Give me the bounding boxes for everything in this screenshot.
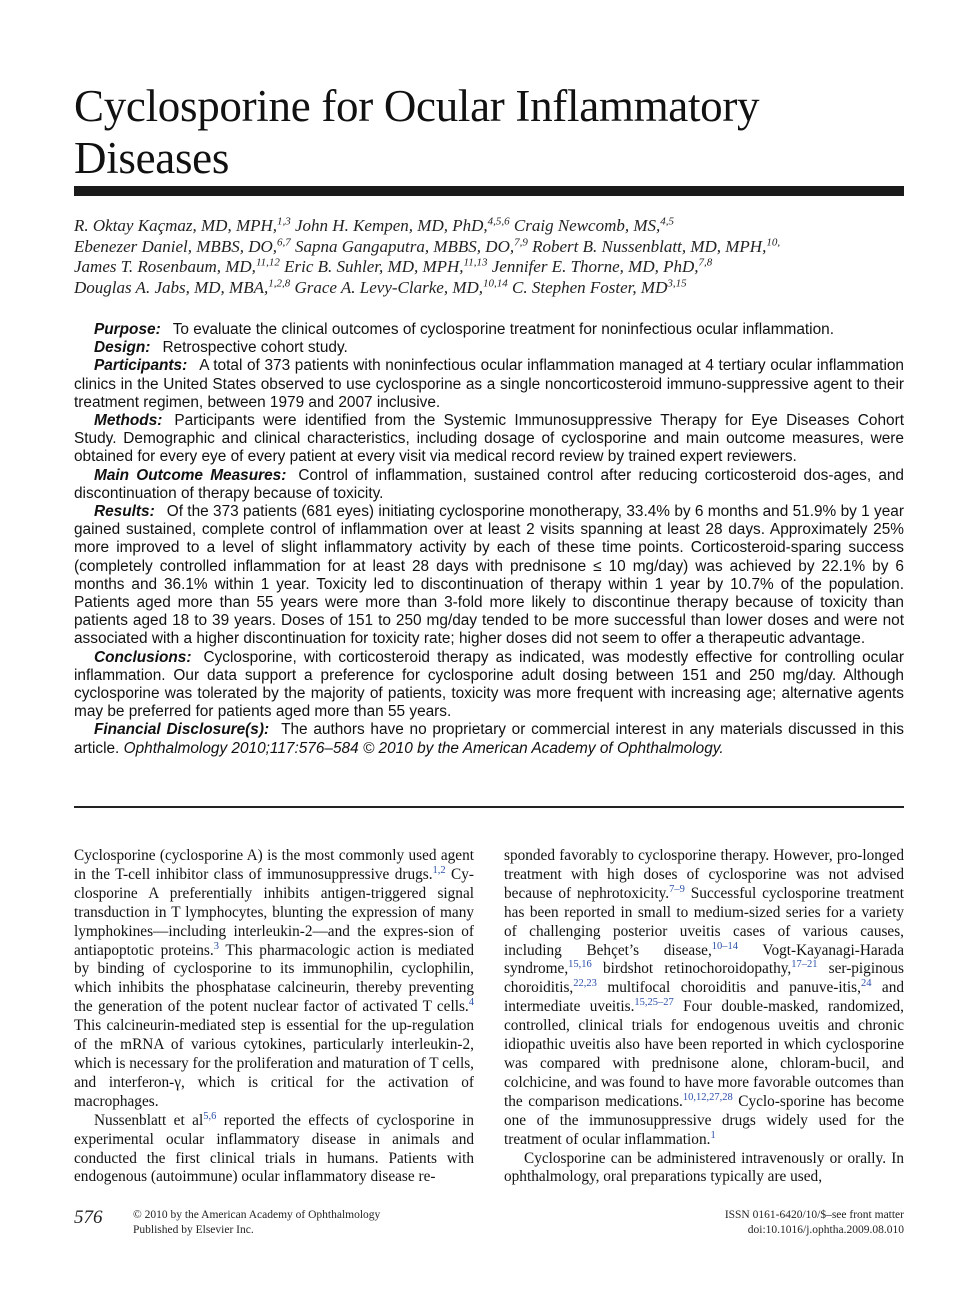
abstract-label: Conclusions: (94, 648, 192, 666)
author-affiliation: 11,13 (463, 256, 488, 269)
author-affiliation: 4,5 (660, 215, 675, 228)
body-text: Nussenblatt et al (94, 1111, 204, 1129)
doi-link[interactable]: doi:10.1016/j.ophtha.2009.08.010 (747, 1224, 904, 1236)
abstract-text: To evaluate the clinical outcomes of cyclosporine treatment for noninfectious ocular inflammation. (172, 321, 834, 338)
author-affiliation: 6,7 (277, 235, 291, 248)
abstract-text: Participants were identified from the Systemic Immunosuppressive Therapy for Eye Diseases Cohort Study. Demographic and clinical characteristics, including dosage of cyclosporine and main outcome measures, were obtained for every eye of every patient at every visit via medical record review by trained expert reviewers. (74, 412, 904, 466)
author-line (74, 257, 904, 278)
abstract-results (74, 503, 904, 649)
abstract-label: Financial Disclosure(s): (94, 721, 270, 739)
abstract-design (74, 339, 904, 357)
body-text: This calcineurin-mediated step is essential for the up-regulation of the mRNA of various cytokines, particularly interleukin-2, which is necessary for the proliferation and maturation of T cells, and interferon-γ, which is critical for the activation of macrophages. (74, 1017, 475, 1110)
author-name: Eric B. Suhler, MD, MPH, (284, 257, 464, 276)
abstract-label: Design: (94, 339, 151, 357)
abstract-outcomes (74, 467, 904, 503)
body-paragraph (74, 847, 474, 1112)
author-name: C. Stephen Foster, MD (512, 277, 668, 297)
abstract-text: Cyclosporine, with corticosteroid therapy as indicated, was modestly effective for controlling ocular inflammation. Our data support a preference for cyclosporine adult dosing between 151 and 250 mg/day. Although cyclosporine was tolerated by the majority of patients, toxicity was more frequent with increasing age; alternative agents may be preferred for patients aged more than 55 years. (74, 648, 904, 721)
body-text: Cy-closporine A preferentially inhibits antigen-triggered signal transduction in T lymphocytes, blunting the expression of many lymphokines—including interleukin-2—and the expres-sion of antiapoptotic proteins. (74, 865, 474, 959)
body-text: Vogt-Kayanagi-Harada syndrome, (504, 941, 904, 978)
copyright-line: © 2010 by the American Academy of Ophthalmology (133, 1209, 381, 1221)
author-name: Sapna Gangaputra, MBBS, DO, (295, 236, 515, 256)
abstract (74, 321, 904, 758)
reference-link[interactable]: 4 (468, 997, 474, 1009)
body-text: ser-piginous choroiditis, (504, 960, 904, 997)
author-affiliation: 1,3 (277, 215, 291, 228)
reference-link[interactable]: 10–14 (711, 940, 739, 952)
body-paragraph (74, 1112, 474, 1188)
footer-copyright (133, 1208, 380, 1238)
body-column-right (504, 847, 904, 1187)
author-affiliation: 7,8 (698, 256, 713, 269)
abstract-label: Participants: (94, 357, 188, 375)
body-paragraph (504, 847, 904, 1150)
body-text: sponded favorably to cyclosporine therapy. However, pro-longed treatment with high doses of cyclosporine was not advised because of nephrotoxicity. (504, 847, 904, 902)
abstract-label: Purpose: (94, 321, 161, 338)
abstract-conclusions (74, 649, 904, 722)
reference-link[interactable]: 15,16 (568, 959, 592, 971)
body-text: Four double-masked, randomized, controlled, clinical trials for endogenous uveitis and chronic idiopathic uveitis also have been reported in which cyclosporine was compared with prednisone alone, chloram-bucil, and colchicine, and was found to have more favorable outcomes than the comparison medications. (504, 998, 904, 1110)
author-name: Craig Newcomb, MS, (513, 216, 661, 235)
body-text: multifocal choroiditis and panuve-itis, (596, 979, 861, 997)
author-list (74, 216, 904, 298)
reference-link[interactable]: 17–21 (791, 959, 818, 971)
reference-link[interactable]: 22,23 (573, 978, 597, 990)
author-affiliation: 4,5,6 (487, 215, 510, 228)
page-number: 576 (74, 1207, 103, 1228)
footer-identifiers (725, 1208, 904, 1238)
abstract-label: Results: (94, 503, 155, 521)
author-name: James T. Rosenbaum, MD, (74, 257, 256, 276)
author-affiliation: 10, (766, 235, 781, 248)
author-affiliation: 7,9 (514, 235, 528, 248)
publisher-line: Published by Elsevier Inc. (133, 1224, 254, 1236)
abstract-participants (74, 357, 904, 412)
reference-link[interactable]: 1 (710, 1129, 716, 1141)
reference-link[interactable]: 3 (213, 940, 219, 952)
author-name: R. Oktay Kaçmaz, MD, MPH, (74, 216, 278, 235)
abstract-rule (74, 806, 904, 808)
author-line (74, 237, 904, 258)
abstract-disclosure (74, 721, 904, 757)
body-text: This pharmacologic action is mediated by binding of cyclosporine to its immunophilin, cyclophilin, which inhibits the phosphatase calcineurin, thereby preventing the generation of the potent nuclear factor of activated T cells. (74, 941, 474, 1016)
body-text: and intermediate uveitis. (504, 979, 904, 1016)
reference-link[interactable]: 10,12,27,28 (682, 1091, 733, 1103)
author-affiliation: 1,2,8 (268, 276, 291, 289)
abstract-text: Retrospective cohort study. (162, 339, 348, 357)
author-affiliation: 3,15 (667, 276, 687, 289)
abstract-text: A total of 373 patients with noninfectious ocular inflammation managed at 4 tertiary ocular inflammation clinics in the United States observed to use cyclosporine as a single noncorticosteroid immuno-suppressive agent to their treatment regimen, between 1979 and 2007 inclusive. (74, 357, 904, 411)
abstract-purpose (74, 321, 904, 339)
author-name: Jennifer E. Thorne, MD, PhD, (491, 257, 699, 276)
reference-link[interactable]: 1,2 (432, 864, 446, 876)
abstract-text: Control of inflammation, sustained control after reducing corticosteroid dos-ages, and discontinuation of therapy because of toxicity. (74, 466, 904, 502)
body-text: Successful cyclosporine treatment has been reported in small to medium-sized series for a variety of challenging posterior uveitis cases of various causes, including Behçet’s disease, (504, 884, 905, 959)
author-line (74, 216, 904, 237)
author-name: Grace A. Levy-Clarke, MD, (294, 277, 484, 297)
article-title: Cyclosporine for Ocular Inflammatory Diseases (74, 81, 760, 183)
issn-line: ISSN 0161-6420/10/$–see front matter (724, 1209, 904, 1221)
abstract-methods (74, 412, 904, 467)
body-paragraph: Cyclosporine can be administered intravenously or orally. In ophthalmology, oral preparations typically are used, (504, 1149, 904, 1186)
body-text: Cyclo-sporine has become one of the immunosuppressive drugs widely used for the treatment of ocular inflammation. (504, 1092, 904, 1148)
title-rule (74, 186, 904, 196)
body-text: Cyclosporine (cyclosporine A) is the most commonly used agent in the T-cell inhibitor class of immunosuppressive drugs. (74, 847, 474, 883)
body-text: reported the effects of cyclosporine in experimental ocular inflammatory disease in animals and conducted the first clinical trials in humans. Patients with endogenous (autoimmune) ocular inflammatory disease re- (74, 1111, 474, 1186)
abstract-text: The authors have no proprietary or commercial interest in any materials discussed in this article. (74, 721, 904, 757)
body-text: birdshot retinochoroidopathy, (591, 960, 792, 978)
reference-link[interactable]: 5,6 (203, 1110, 217, 1122)
reference-link[interactable]: 7–9 (669, 883, 685, 895)
author-name: Robert B. Nussenblatt, MD, MPH, (532, 236, 767, 256)
abstract-label: Methods: (94, 412, 163, 430)
author-affiliation: 10,14 (483, 276, 508, 289)
author-name: Douglas A. Jabs, MD, MBA, (74, 277, 269, 297)
journal-citation: Ophthalmology 2010;117:576–584 © 2010 by the American Academy of Ophthalmology. (123, 739, 724, 757)
body-column-left (74, 847, 474, 1187)
author-line (74, 278, 904, 299)
reference-link[interactable]: 15,25–27 (634, 997, 674, 1009)
reference-link[interactable]: 24 (860, 978, 872, 990)
author-name: Ebenezer Daniel, MBBS, DO, (74, 236, 278, 256)
abstract-text: Of the 373 patients (681 eyes) initiating cyclosporine monotherapy, 33.4% by 6 months and 51.9% by 1 year gained sustained, complete control of inflammation over at least 2 visits spanning at least 28 days. Approximately 25% more improved to a level of slight inflammatory activity by each of these time points. Corticosteroid-sparing success (completely controlled inflammation for at least 28 days with prednisone ≤ 10 mg/day) was achieved by 22.1% by 6 months and 36.1% within 1 year. Toxicity led to discontinuation of therapy within 1 year by 10.7% of the population. Patients aged more than 55 years were more than 3-fold more likely to discontinue therapy because of toxicity than patients aged 18 to 39 years. Doses of 151 to 250 mg/day tended to be more successful than lower doses and were not associated with a higher discontinuation for toxicity rate; higher doses did not seem to offer a therapeutic advantage. (74, 503, 904, 648)
abstract-label: Main Outcome Measures: (94, 466, 287, 484)
author-name: John H. Kempen, MD, PhD, (295, 216, 488, 235)
author-affiliation: 11,12 (255, 256, 280, 269)
